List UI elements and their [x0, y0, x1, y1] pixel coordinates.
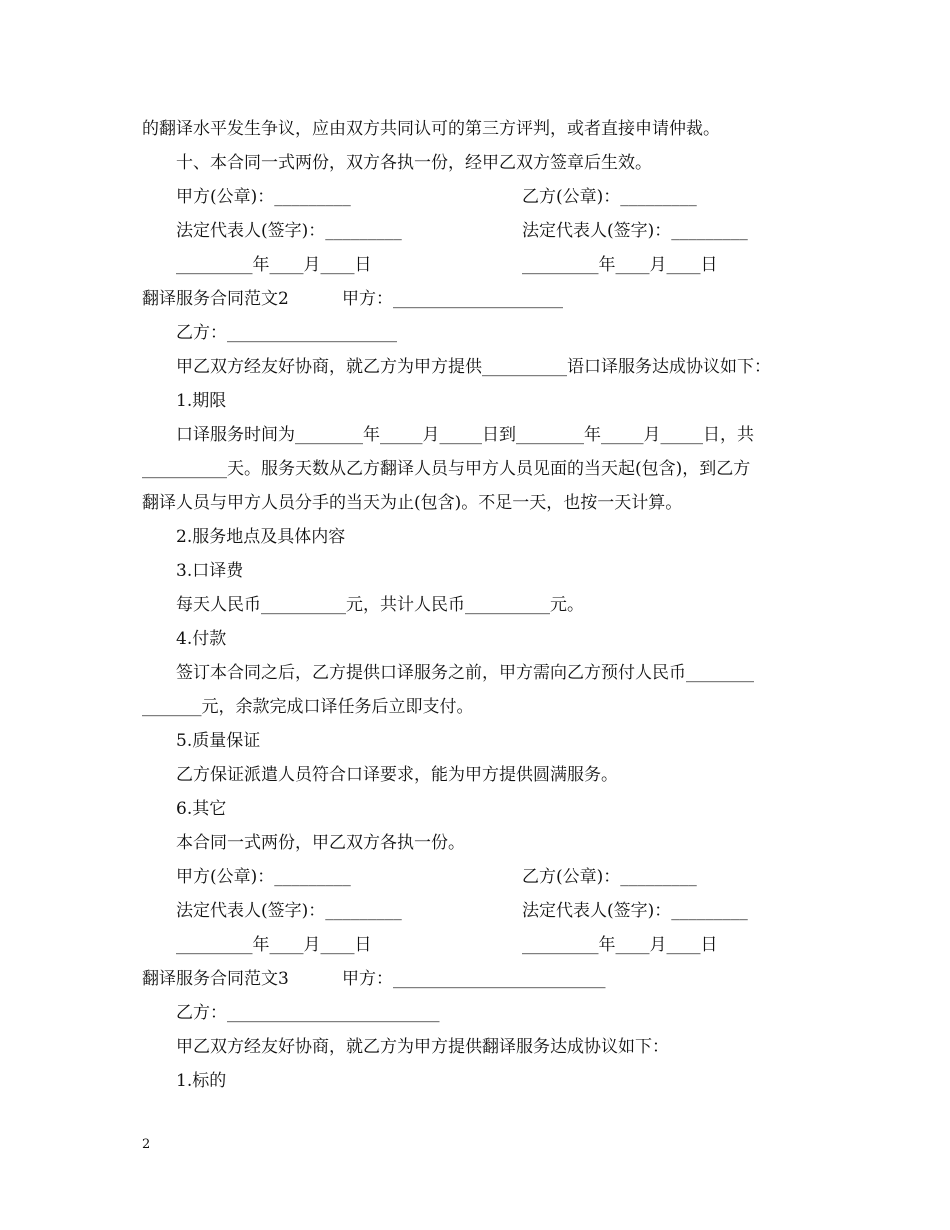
text-line [0, 656, 950, 690]
signature-line [0, 894, 950, 928]
text-line [0, 486, 950, 520]
signature-line [0, 860, 950, 894]
text-span: _______元，余款完成口译任务后立即支付。 [142, 697, 474, 717]
text-span: 本合同一式两份，甲乙双方各执一份。 [176, 833, 465, 853]
text-span: 3.口译费 [176, 561, 244, 581]
text-span: 每天人民币__________元，共计人民币__________元。 [176, 595, 584, 615]
party-b-seal: 乙方(公章)：_________ [522, 867, 697, 887]
party-b-representative: 法定代表人(签字)：_________ [522, 221, 748, 241]
clause-heading [0, 520, 950, 554]
party-a-field: 甲方：_________________________ [342, 969, 606, 989]
date-line [0, 928, 950, 962]
party-b-date: _________年____月____日 [522, 255, 718, 275]
text-line [0, 112, 950, 146]
text-span: 5.质量保证 [176, 731, 261, 751]
clause-heading [0, 724, 950, 758]
signature-line [0, 214, 950, 248]
text-line [0, 826, 950, 860]
date-line [0, 248, 950, 282]
party-a-date: _________年____月____日 [176, 255, 372, 275]
text-line [0, 452, 950, 486]
text-span: 翻译人员与甲方人员分手的当天为止(包含)。不足一天，也按一天计算。 [142, 493, 683, 513]
text-line [0, 1030, 950, 1064]
section-title: 翻译服务合同范文3 [142, 969, 289, 989]
section-title: 翻译服务合同范文2 [142, 289, 289, 309]
party-a-representative: 法定代表人(签字)：_________ [176, 221, 402, 241]
party-b-date: _________年____月____日 [522, 935, 718, 955]
party-a-seal: 甲方(公章)：_________ [176, 867, 351, 887]
party-a-representative: 法定代表人(签字)：_________ [176, 901, 402, 921]
section-heading-line [0, 282, 950, 316]
text-span: 6.其它 [176, 799, 227, 819]
party-a-field: 甲方：____________________ [342, 289, 563, 309]
text-span: 的翻译水平发生争议，应由双方共同认可的第三方评判，或者直接申请仲裁。 [142, 119, 720, 139]
text-line [0, 350, 950, 384]
text-span: 十、本合同一式两份，双方各执一份，经甲乙双方签章后生效。 [176, 153, 652, 173]
party-b-field: 乙方：_________________________ [176, 1003, 440, 1023]
text-span: 签订本合同之后，乙方提供口译服务之前，甲方需向乙方预付人民币________ [176, 663, 754, 683]
text-span: 2.服务地点及具体内容 [176, 527, 346, 547]
signature-line [0, 180, 950, 214]
text-span: 1.期限 [176, 391, 227, 411]
text-span: 甲乙双方经友好协商，就乙方为甲方提供翻译服务达成协议如下： [176, 1037, 669, 1057]
party-a-seal: 甲方(公章)：_________ [176, 187, 351, 207]
clause-heading [0, 622, 950, 656]
text-line [0, 996, 950, 1030]
text-line [0, 690, 950, 724]
text-span: 4.付款 [176, 629, 227, 649]
text-line [0, 758, 950, 792]
clause-heading [0, 792, 950, 826]
text-line [0, 146, 950, 180]
text-span: 1.标的 [176, 1071, 227, 1091]
text-span: __________天。服务天数从乙方翻译人员与甲方人员见面的当天起(包含)，到乙方 [142, 459, 751, 479]
clause-heading [0, 384, 950, 418]
clause-heading [0, 554, 950, 588]
clause-heading [0, 1064, 950, 1098]
page-number: 2 [142, 1137, 151, 1152]
party-a-date: _________年____月____日 [176, 935, 372, 955]
text-span: 乙方保证派遣人员符合口译要求，能为甲方提供圆满服务。 [176, 765, 618, 785]
text-span: 甲乙双方经友好协商，就乙方为甲方提供__________语口译服务达成协议如下： [176, 357, 771, 377]
text-line [0, 316, 950, 350]
text-line [0, 588, 950, 622]
text-line [0, 418, 950, 452]
section-heading-line [0, 962, 950, 996]
party-b-representative: 法定代表人(签字)：_________ [522, 901, 748, 921]
party-b-field: 乙方：____________________ [176, 323, 397, 343]
party-b-seal: 乙方(公章)：_________ [522, 187, 697, 207]
text-span: 口译服务时间为________年_____月_____日到________年_____月_____日，共 [176, 425, 754, 445]
